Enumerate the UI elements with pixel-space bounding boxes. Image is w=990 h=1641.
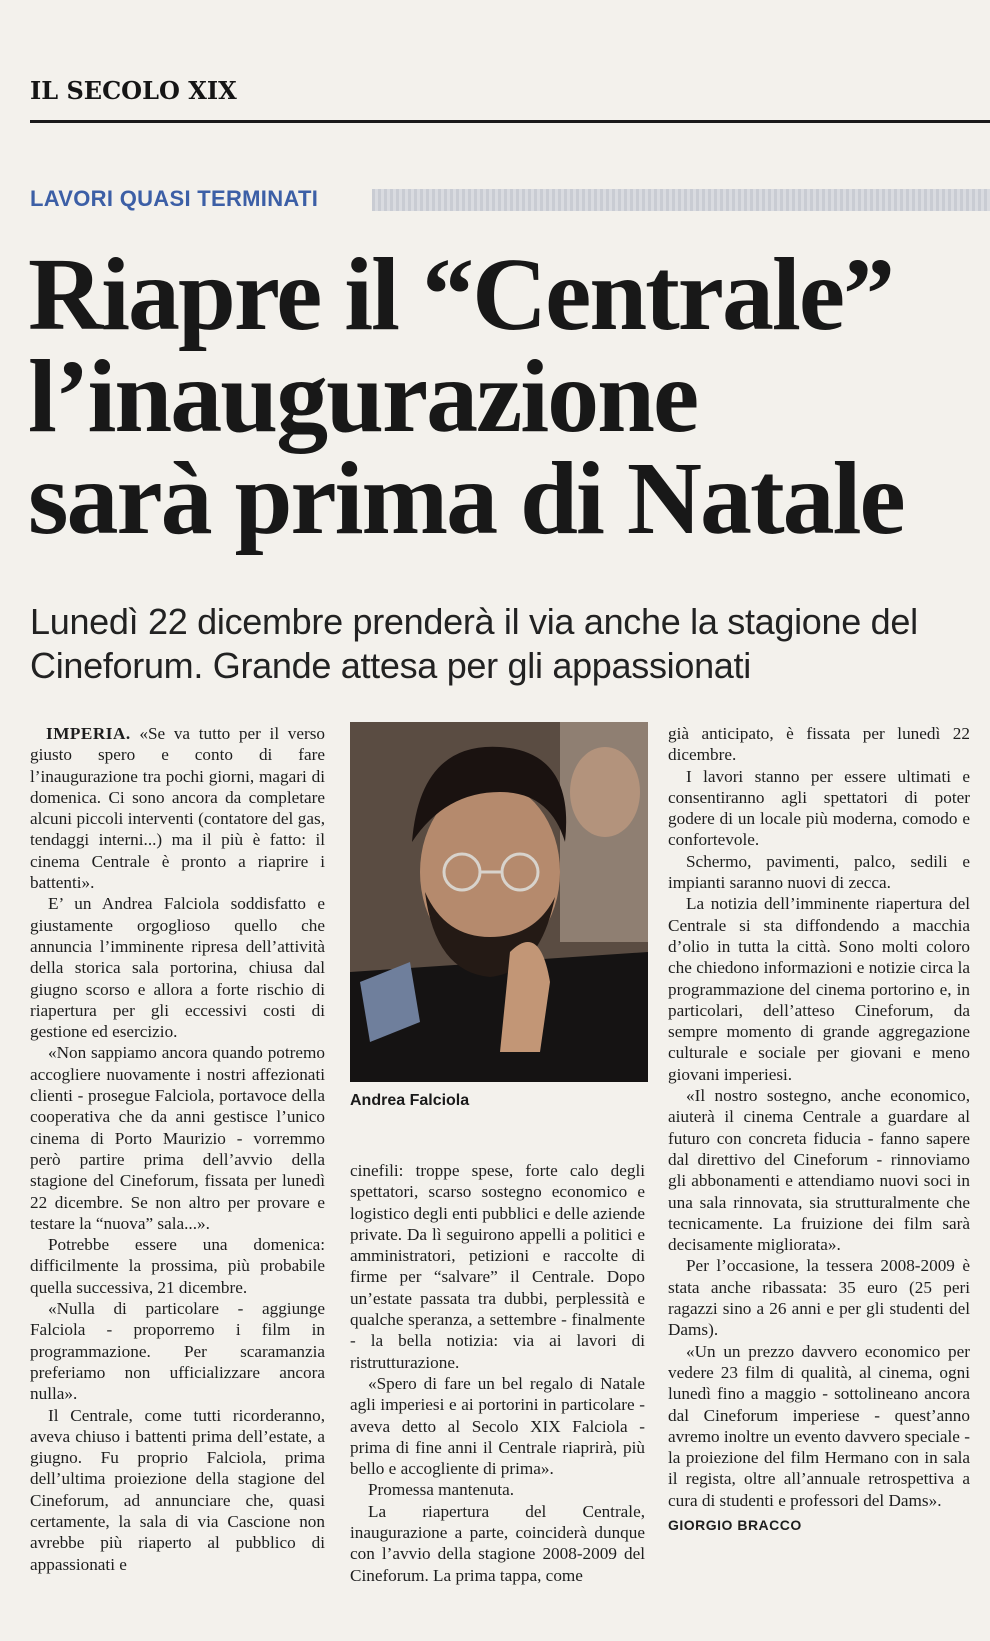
paragraph: Il Centrale, come tutti ricorderanno, aveva chiuso i battenti prima dell’estate, a giugno. Fu proprio Falciola, prima dell’ultima proiezione della stagione del Cineforum, ad annunciare che, quasi certamente, la sala di via Cascione non avrebbe più riaperto al pubblico di appassionati e (30, 1405, 325, 1574)
article-column-2 (350, 1160, 645, 1586)
paragraph: «Non sappiamo ancora quando potremo accogliere nuovamente i nostri affezionati clienti - prosegue Falciola, portavoce della cooperativa che da anni gestisce l’unico cinema di Porto Maurizio - vorremmo però partire prima dell’avvio della stagione del Cineforum, fissata per lunedì 22 dicembre. Se non altro per provare e testare la “nuova” sala...». (30, 1043, 325, 1233)
kicker-band (372, 189, 990, 211)
headline-line-1: Riapre il “Centrale” (28, 237, 894, 352)
byline: GIORGIO BRACCO (668, 1516, 802, 1533)
paragraph: Promessa mantenuta. (368, 1480, 515, 1500)
dateline: IMPERIA. (46, 724, 131, 743)
photo-caption: Andrea Falciola (350, 1092, 470, 1109)
portrait-photo (350, 722, 648, 1082)
paragraph: La riapertura del Centrale, inaugurazione a parte, coinciderà dunque con l’avvio della stagione 2008-2009 del Cineforum. La prima tappa, come (350, 1501, 645, 1585)
article-column-1 (30, 723, 325, 1575)
paragraph: IMPERIA. «Se va tutto per il verso giusto spero e conto di fare l’inaugurazione tra pochi giorni, magari di domenica. Ci sono ancora da completare alcuni piccoli interventi (contatore del gas, tendaggi interni...) ma il più è fatto: il cinema Centrale è pronto a riaprire i battenti». (30, 724, 326, 893)
paragraph: La notizia dell’imminente riapertura del Centrale si sta diffondendo a macchia d’olio in tutta la città. Sono molti coloro che chiedono informazioni e notizie circa la programmazione del cinema portorino e, in particolari, dell’atteso Cineforum, da sempre momento di grande aggregazione culturale e sociale per giovani e meno giovani imperiesi. (668, 894, 970, 1084)
paragraph: Schermo, pavimenti, palco, sedili e impianti saranno nuovi di zecca. (668, 851, 970, 893)
headline (28, 237, 988, 556)
paragraph: I lavori stanno per essere ultimati e consentiranno agli spettatori di poter godere di un locale più moderna, comodo e confortevole. (668, 766, 970, 850)
paragraph: E’ un Andrea Falciola soddisfatto e giustamente orgoglioso quello che annuncia l’imminente ripresa dell’attività della storica sala portorina, chiusa dal giugno scorso e allora a forte rischio di riapertura per gli eccessivi costi di gestione ed esercizio. (30, 894, 325, 1042)
masthead-rule (30, 120, 990, 123)
paragraph: cinefili: troppe spese, forte calo degli spettatori, scarso sostegno economico e logistico degli enti pubblici e delle aziende private. Da lì seguirono appelli a politici e amministratori, petizioni e raccolte di firme per “salvare” il Centrale. Dopo un’estate passata tra dubbi, perplessità e qualche speranza, a settembre - finalmente - la bella notizia: via ai lavori di ristrutturazione. (350, 1161, 645, 1372)
paragraph: Per l’occasione, la tessera 2008-2009 è stata anche ribassata: 35 euro (25 peri ragazzi sino a 26 anni e per gli studenti del Dams). (668, 1256, 970, 1340)
paragraph: «Spero di fare un bel regalo di Natale agli imperiesi e ai portorini in particolare - aveva detto al Secolo XIX Falciola - prima di fine anni il Centrale riaprirà, più bello e accogliente di prima». (350, 1373, 645, 1479)
kicker: LAVORI QUASI TERMINATI (30, 186, 319, 211)
article-column-3 (668, 723, 970, 1536)
paragraph: Potrebbe essere una domenica: difficilmente la prossima, più probabile quella successiva, 21 dicembre. (30, 1235, 325, 1297)
paragraph: «Il nostro sostegno, anche economico, aiuterà il cinema Centrale a guardare al futuro con concreta fiducia - fanno sapere dal direttivo del Cineforum - rinnoviamo gli abbonamenti e attendiamo nuovi soci in una sala rinnovata, sia strutturalmente che tecnicamente. La fruizione dei film sarà decisamente migliorata». (668, 1086, 970, 1255)
masthead: IL SECOLO XIX (30, 76, 237, 105)
headline-line-2: l’inaugurazione (28, 339, 698, 454)
headline-line-3: sarà prima di Natale (28, 441, 904, 556)
subheadline: Lunedì 22 dicembre prenderà il via anche la stagione del Cineforum. Grande attesa per gli appassionati (30, 601, 918, 686)
paragraph: già anticipato, è fissata per lunedì 22 dicembre. (668, 724, 970, 765)
paragraph: «Nulla di particolare - aggiunge Falciola - proporremo i film in programmazione. Per scaramanzia preferiamo non ufficializzare ancora nulla». (30, 1299, 325, 1404)
paragraph: «Un un prezzo davvero economico per vedere 23 film di qualità, al cinema, ogni lunedì fino a maggio - sottolineano ancora dal Cineforum imperiese - quest’anno avremo inoltre un evento davvero speciale - la proiezione del film Hermano con in sala il regista, oltre all’annuale retrospettiva a cura di studenti e professori del Dams». (668, 1341, 970, 1510)
